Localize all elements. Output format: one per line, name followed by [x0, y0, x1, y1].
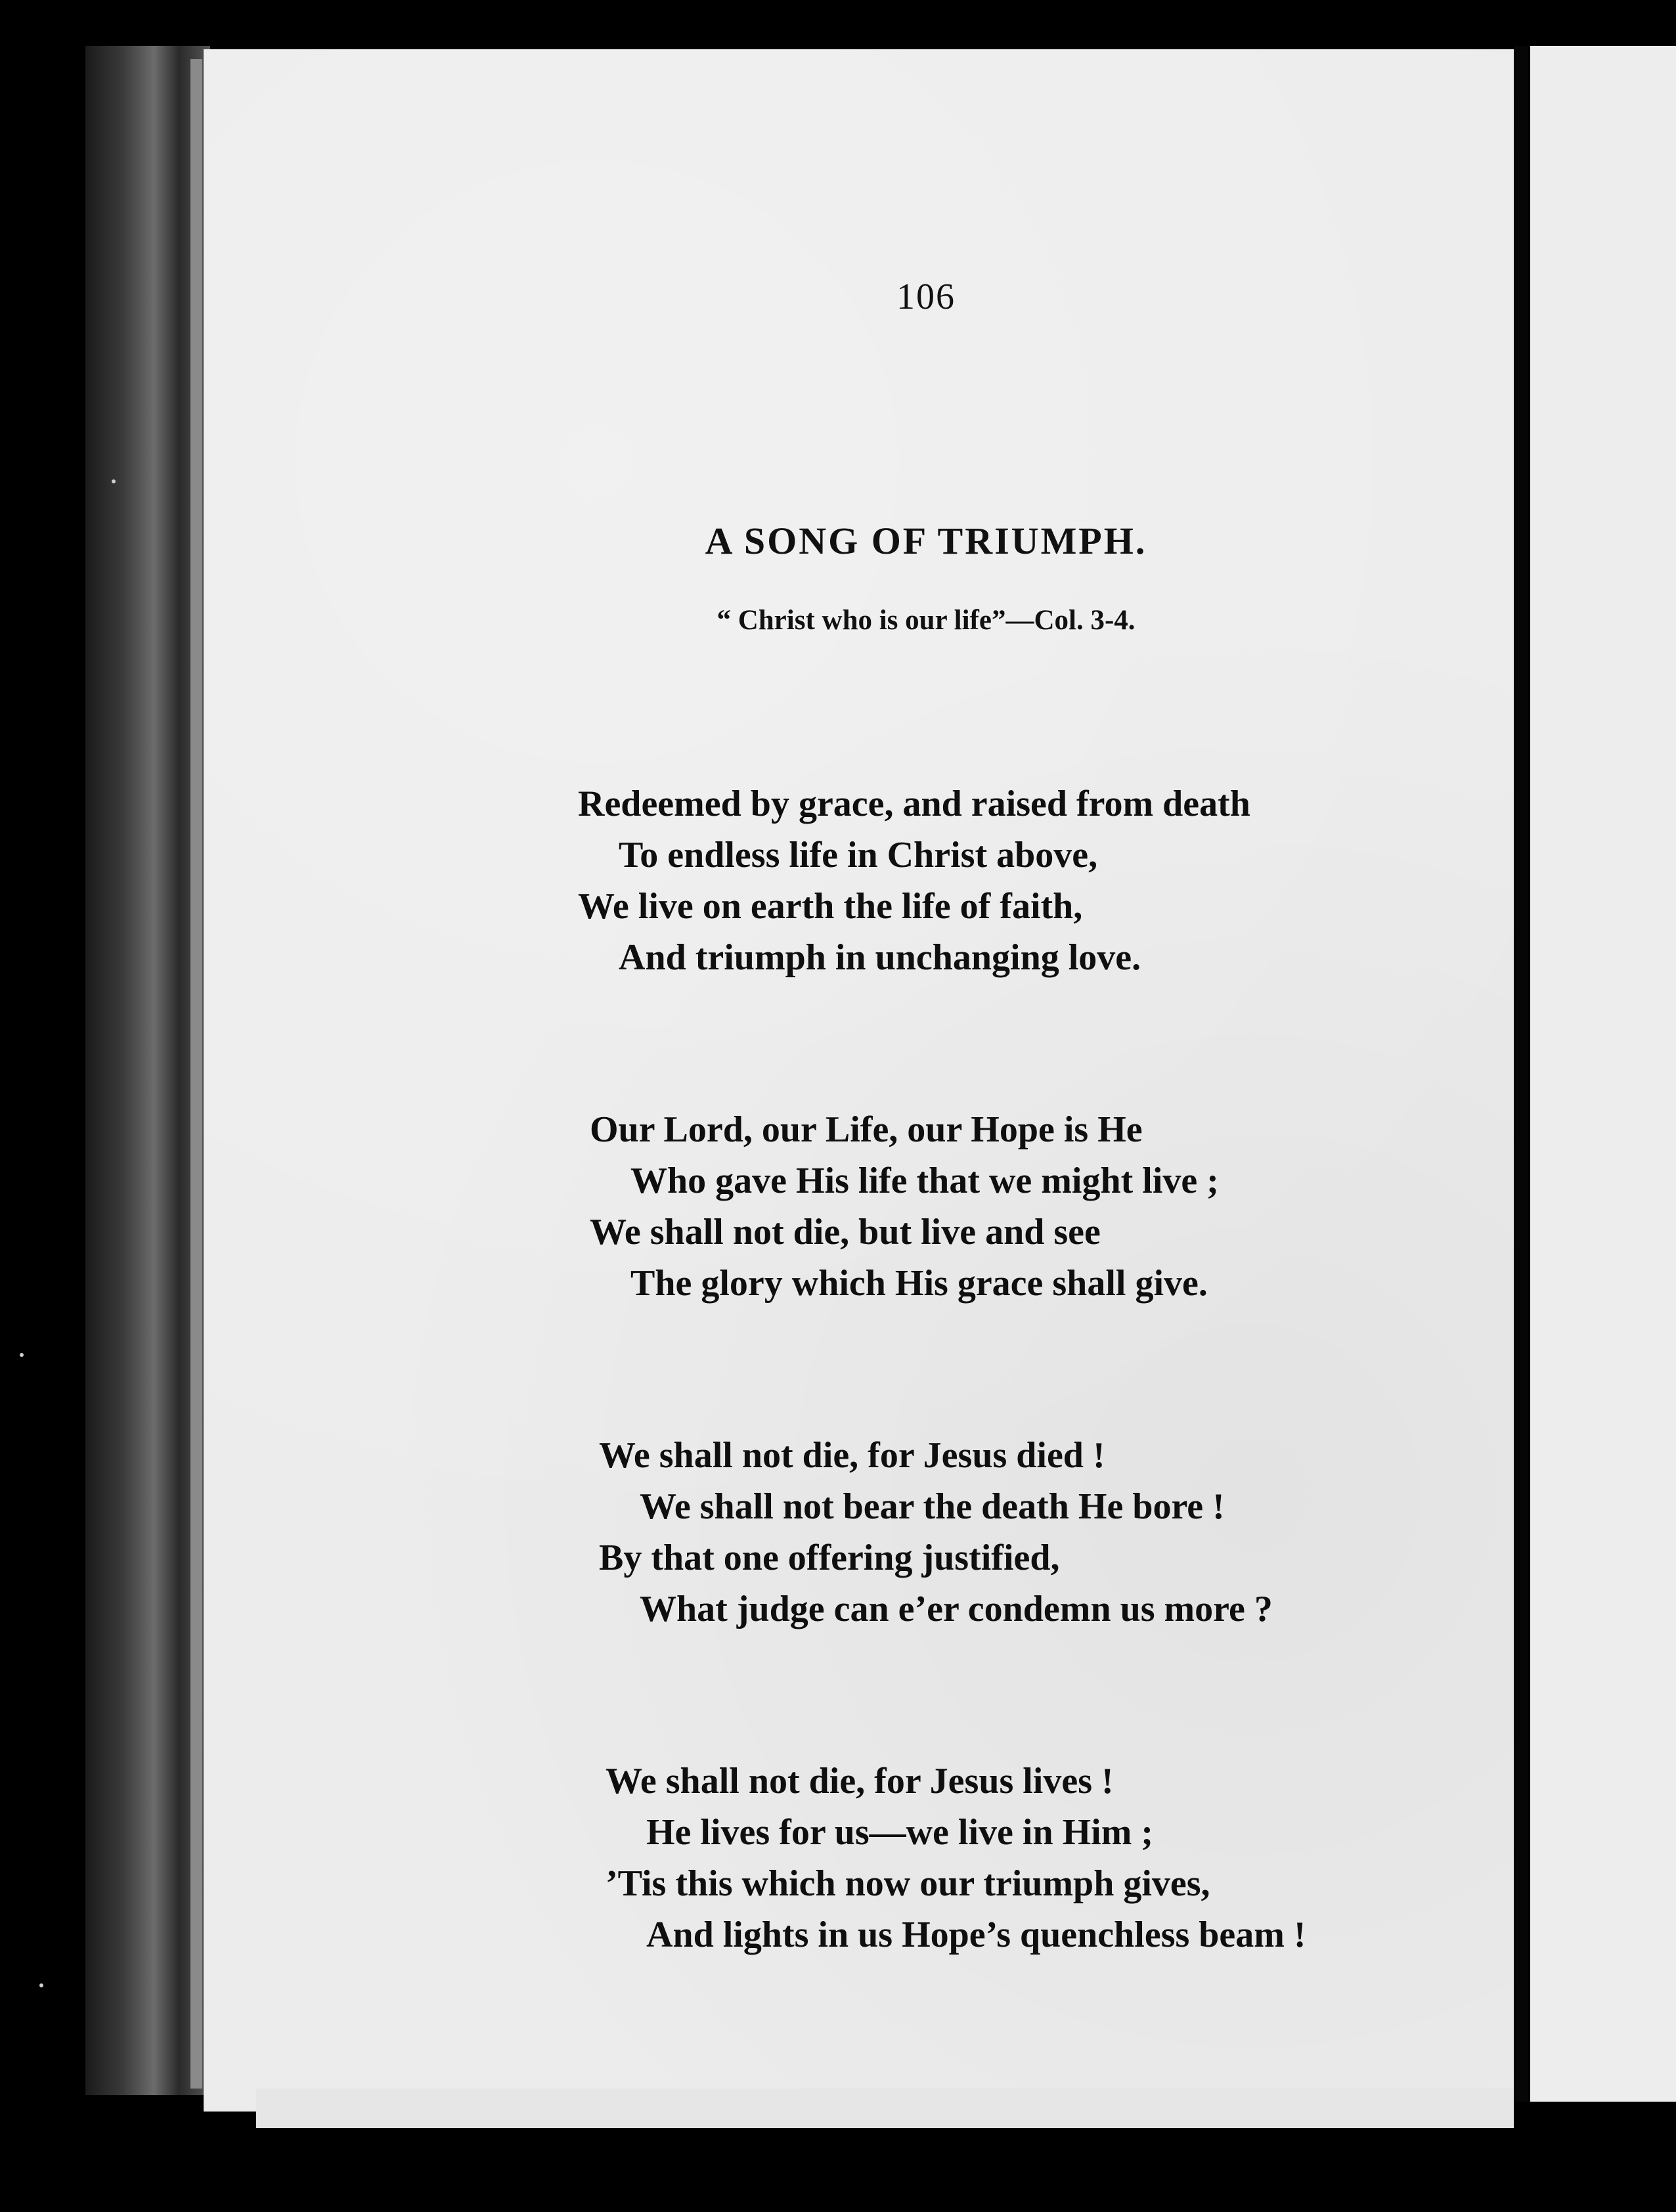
stanza-2	[590, 1104, 1432, 1309]
poem-line: What judge can e’er condemn us more ?	[640, 1589, 1273, 1629]
poem-line: He lives for us—we live in Him ;	[646, 1812, 1153, 1853]
poem-line: We shall not bear the death He bore !	[640, 1486, 1225, 1527]
poem-line: To endless life in Christ above,	[619, 835, 1098, 875]
poem-line: The glory which His grace shall give.	[630, 1263, 1208, 1304]
scan-speck	[20, 1353, 24, 1357]
scan-speck	[112, 479, 116, 483]
poem-line: And triumph in unchanging love.	[619, 937, 1141, 978]
poem-line: Who gave His life that we might live ;	[630, 1161, 1219, 1201]
page-bottom-edge	[256, 2089, 1514, 2128]
stanza-3	[599, 1430, 1432, 1635]
page-number: 106	[896, 276, 956, 317]
adjacent-page-edge	[1530, 46, 1676, 2102]
page-divider	[1514, 46, 1528, 2102]
poem-epigraph: “ Christ who is our life”—Col. 3-4.	[717, 605, 1136, 636]
stanza-1	[578, 778, 1432, 983]
poem-line: Our Lord, our Life, our Hope is He	[590, 1109, 1143, 1150]
stanza-4	[606, 1756, 1432, 1960]
poem-line: We shall not die, for Jesus died !	[599, 1435, 1105, 1476]
poem-line: We shall not die, for Jesus lives !	[606, 1761, 1114, 1802]
poem-line: Redeemed by grace, and raised from death	[578, 784, 1250, 824]
poem-title: A SONG OF TRIUMPH.	[705, 520, 1147, 562]
poem-line: By that one offering justified,	[599, 1537, 1060, 1578]
binding-edge	[190, 59, 202, 2089]
poem-line: And lights in us Hope’s quenchless beam !	[646, 1914, 1306, 1955]
poem-body	[578, 778, 1432, 2081]
scan-speck	[39, 1983, 43, 1987]
poem-line: We shall not die, but live and see	[590, 1212, 1101, 1252]
poem-line: ’Tis this which now our triumph gives,	[606, 1863, 1210, 1904]
poem-line: We live on earth the life of faith,	[578, 886, 1083, 927]
